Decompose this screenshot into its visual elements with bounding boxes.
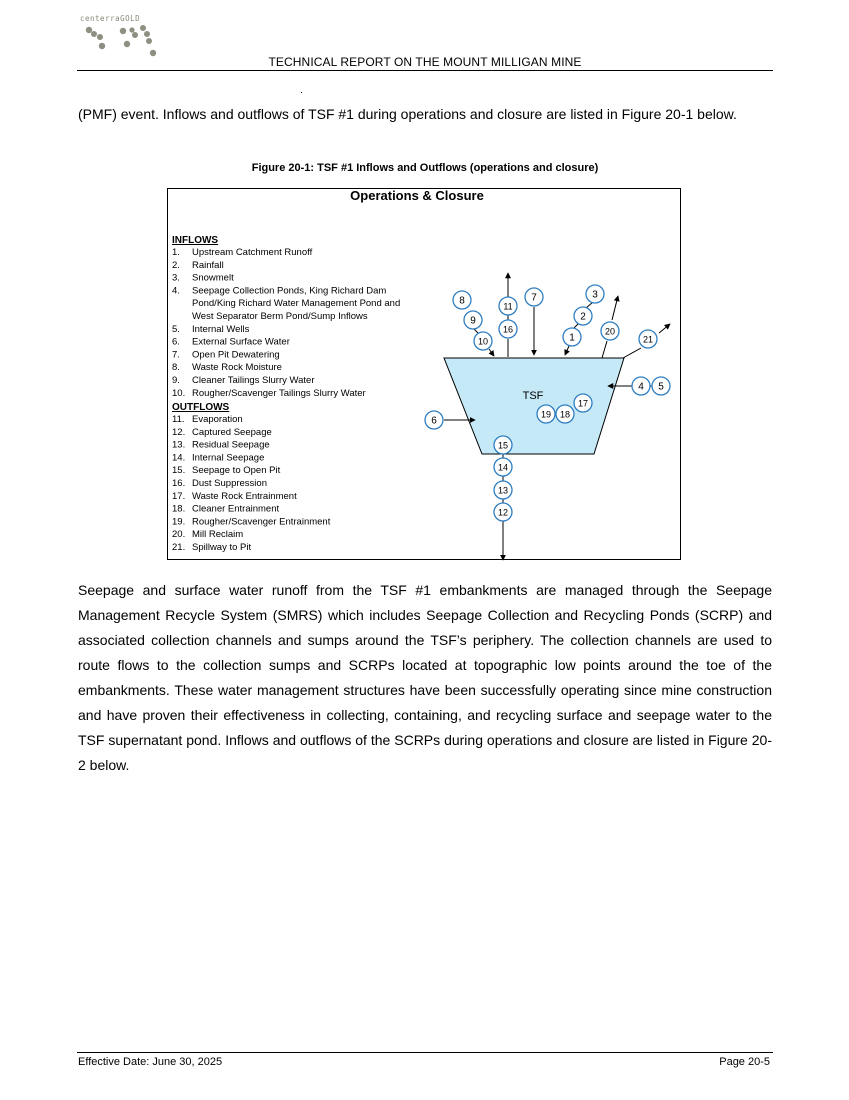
figure-title: Operations & Closure bbox=[350, 188, 484, 203]
outflow-item-num-8: 19. bbox=[172, 516, 186, 528]
inflow-item-text-1: Rainfall bbox=[192, 259, 224, 271]
node-label-12: 12 bbox=[497, 507, 509, 518]
inflows-heading: INFLOWS bbox=[172, 235, 219, 246]
node-label-5: 5 bbox=[658, 381, 664, 393]
inflow-item-text-3: Seepage Collection Ponds, King Richard Dam bbox=[192, 285, 387, 297]
node-label-21: 21 bbox=[642, 334, 654, 345]
effective-date: Effective Date: June 30, 2025 bbox=[78, 1056, 223, 1068]
inflow-item-text-0: Upstream Catchment Runoff bbox=[192, 247, 313, 258]
outflow-item-num-10: 21. bbox=[172, 542, 186, 553]
node-label-2: 2 bbox=[580, 311, 586, 323]
report-title: TECHNICAL REPORT ON THE MOUNT MILLIGAN MINE bbox=[268, 55, 582, 69]
outflow-item-text-6: Waste Rock Entrainment bbox=[192, 490, 297, 502]
outflow-item-num-1: 12. bbox=[172, 426, 186, 438]
tsf-label: TSF bbox=[522, 390, 544, 402]
outflow-item-num-4: 15. bbox=[172, 465, 186, 477]
node-label-18: 18 bbox=[559, 409, 571, 420]
node-label-9: 9 bbox=[470, 315, 476, 327]
node-label-17: 17 bbox=[577, 398, 589, 409]
inflow-item-num-9: 8. bbox=[172, 362, 180, 374]
node-label-3: 3 bbox=[592, 289, 598, 301]
tsf-flow-diagram bbox=[167, 188, 682, 561]
outflow-item-text-3: Internal Seepage bbox=[192, 452, 265, 464]
inflow-item-text-11: Rougher/Scavenger Tailings Slurry Water bbox=[192, 387, 366, 399]
node-label-7: 7 bbox=[531, 292, 537, 304]
inflow-item-num-6: 5. bbox=[172, 323, 180, 335]
node-label-14: 14 bbox=[497, 462, 509, 473]
header-divider bbox=[77, 70, 773, 71]
footer-divider bbox=[77, 1052, 773, 1053]
stray-dot bbox=[301, 92, 302, 93]
outflow-item-text-2: Residual Seepage bbox=[192, 439, 270, 451]
inflow-item-text-10: Cleaner Tailings Slurry Water bbox=[192, 375, 315, 386]
inflow-item-text-4: Pond/King Richard Water Management Pond and bbox=[192, 298, 401, 310]
node-label-10: 10 bbox=[477, 336, 489, 347]
inflow-item-text-6: Internal Wells bbox=[192, 323, 250, 335]
inflow-item-num-0: 1. bbox=[172, 247, 180, 258]
inflow-item-num-10: 9. bbox=[172, 375, 180, 386]
outflow-item-text-8: Rougher/Scavenger Entrainment bbox=[192, 516, 331, 528]
outflow-item-num-2: 13. bbox=[172, 439, 186, 451]
node-label-20: 20 bbox=[604, 326, 616, 337]
node-label-1: 1 bbox=[569, 332, 575, 344]
outflow-item-text-5: Dust Suppression bbox=[192, 478, 267, 489]
inflow-item-text-9: Waste Rock Moisture bbox=[192, 362, 282, 374]
inflow-item-num-8: 7. bbox=[172, 349, 180, 361]
outflow-item-text-4: Seepage to Open Pit bbox=[192, 465, 281, 477]
node-label-13: 13 bbox=[497, 485, 509, 496]
outflows-heading: OUTFLOWS bbox=[172, 402, 230, 413]
node-label-4: 4 bbox=[638, 381, 644, 393]
node-label-8: 8 bbox=[459, 295, 465, 307]
inflow-item-text-2: Snowmelt bbox=[192, 272, 234, 284]
inflow-item-text-8: Open Pit Dewatering bbox=[192, 349, 280, 361]
outflow-item-num-5: 16. bbox=[172, 478, 186, 489]
node-label-15: 15 bbox=[497, 440, 509, 451]
node-label-11: 11 bbox=[503, 301, 513, 312]
inflow-item-text-5: West Separator Berm Pond/Sump Inflows bbox=[192, 311, 368, 322]
outflow-item-text-0: Evaporation bbox=[192, 414, 243, 425]
inflow-item-num-1: 2. bbox=[172, 259, 180, 271]
inflow-item-num-3: 4. bbox=[172, 285, 180, 297]
outflow-item-num-3: 14. bbox=[172, 452, 186, 464]
inflow-item-num-7: 6. bbox=[172, 336, 180, 348]
paragraph-smrs: Seepage and surface water runoff from the TSF #1 embankments are managed through the Seepage Management Recycle System (SMRS) which includes Seepage Collection and Recycling Ponds (SCRP) and associated collection channels and sumps around the TSF’s periphery. The collection channels are used to route flows to the collection sumps and SCRPs located at topographic low points around the toe of the embankments. These water management structures have been successfully operating since mine construction and have proven their effectiveness in collecting, containing, and recycling surface and seepage water to the TSF supernatant pond. Inflows and outflows of the SCRPs during operations and closure are listed in Figure 20-2 below. bbox=[78, 582, 772, 773]
outflow-item-text-7: Cleaner Entrainment bbox=[192, 503, 280, 515]
logo-text: centerraGOLD bbox=[80, 14, 141, 23]
outflow-item-text-9: Mill Reclaim bbox=[192, 529, 244, 541]
paragraph-intro: (PMF) event. Inflows and outflows of TSF #1 during operations and closure are listed in Figure 20-1 below. bbox=[78, 106, 737, 122]
node-label-19: 19 bbox=[540, 409, 552, 420]
outflow-item-text-10: Spillway to Pit bbox=[192, 542, 252, 553]
node-label-6: 6 bbox=[431, 415, 437, 427]
node-label-16: 16 bbox=[502, 324, 514, 335]
outflow-item-num-6: 17. bbox=[172, 490, 186, 502]
inflow-item-num-11: 10. bbox=[172, 387, 186, 399]
outflow-item-text-1: Captured Seepage bbox=[192, 426, 272, 438]
inflow-item-num-2: 3. bbox=[172, 272, 180, 284]
outflow-item-num-0: 11. bbox=[172, 414, 185, 425]
inflow-item-text-7: External Surface Water bbox=[192, 336, 290, 348]
outflow-item-num-7: 18. bbox=[172, 503, 186, 515]
outflow-item-num-9: 20. bbox=[172, 529, 186, 541]
figure-caption: Figure 20-1: TSF #1 Inflows and Outflows (operations and closure) bbox=[251, 162, 599, 174]
page-number: Page 20-5 bbox=[719, 1056, 770, 1068]
